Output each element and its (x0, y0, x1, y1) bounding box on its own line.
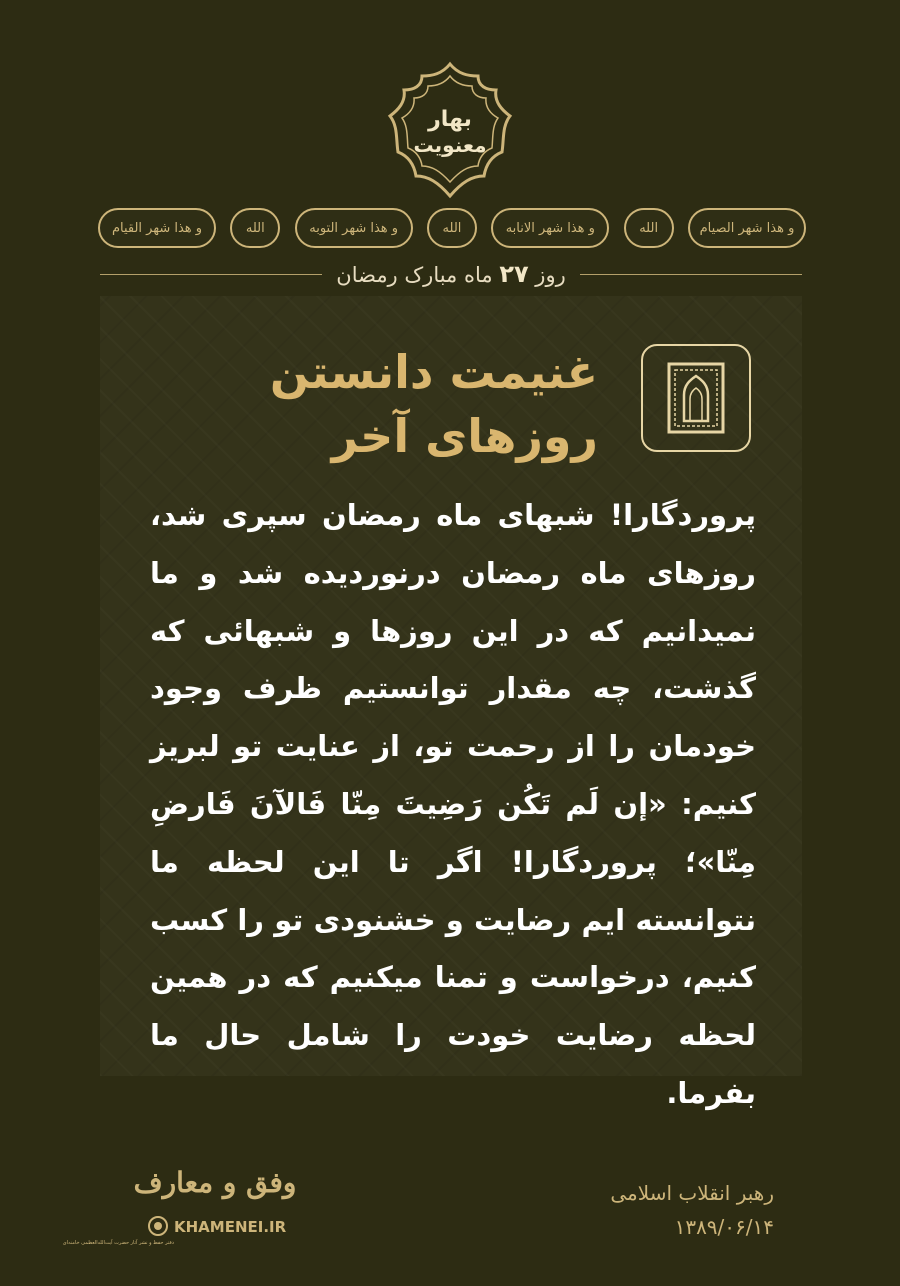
medallion-allah: الله (427, 208, 477, 248)
medallion-shahr-al-inabah: و هذا شهر الانابه (491, 208, 609, 248)
logo-text-top: بهار (428, 107, 472, 132)
brand-url: KHAMENEI.IR (174, 1218, 287, 1236)
attribution (610, 1176, 774, 1244)
medallion-shahr-al-siyam: و هذا شهر الصیام (688, 208, 806, 248)
title-line-1: غنیمت دانستن (269, 345, 598, 399)
day-prefix: روز (535, 263, 566, 287)
title-line-2: روزهای آخر (331, 409, 598, 463)
medallion-allah: الله (230, 208, 280, 248)
brand-calligraphy: وفق و معارف (133, 1166, 297, 1199)
prayer-mat-icon (641, 344, 751, 452)
bahar-manaviyat-logo (386, 60, 514, 200)
day-number: ۲۷ (499, 260, 529, 288)
day-label (322, 260, 579, 288)
author-label: رهبر انقلاب اسلامی (610, 1181, 774, 1205)
khamenei-ir-logo (62, 1140, 297, 1250)
page-title (270, 340, 598, 468)
brand-emblem-icon (149, 1217, 167, 1235)
brand-tagline: دفتر حفظ و نشر آثار حضرت آیت‌الله‌العظمی خامنه‌ای (62, 1240, 174, 1246)
date-row (100, 258, 802, 290)
medallion-allah: الله (624, 208, 674, 248)
divider-right (580, 274, 802, 275)
medallion-shahr-al-qiyam: و هذا شهر القیام (98, 208, 216, 248)
divider-left (100, 274, 322, 275)
day-suffix: ماه مبارک رمضان (336, 263, 493, 287)
quote-date: ۱۳۸۹/۰۶/۱۴ (674, 1215, 774, 1239)
quote-text: پروردگارا! شبهای ماه رمضان سپری شد، روزهای ماه رمضان درنوردیده شد و ما نمیدانیم که در این روزها و شبهائی که گذشت، چه مقدار توانستیم ظرف وجود خودمان را از رحمت تو، از عنایت تو لبریز کنیم: «إن لَم تَکُن رَضِیتَ مِنّا فَالآنَ فَارضِ مِنّا»؛ پروردگارا! اگر تا این لحظه ما نتوانسته ایم رضایت و خشنودی تو را کسب کنیم، درخواست و تمنا میکنیم که در همین لحظه رضایت خودت را شامل حال ما بفرما. (150, 498, 756, 1110)
medallion-shahr-al-tawbah: و هذا شهر التوبه (295, 208, 413, 248)
medallion-row (98, 204, 806, 252)
logo-text-bottom: معنویت (413, 133, 487, 157)
